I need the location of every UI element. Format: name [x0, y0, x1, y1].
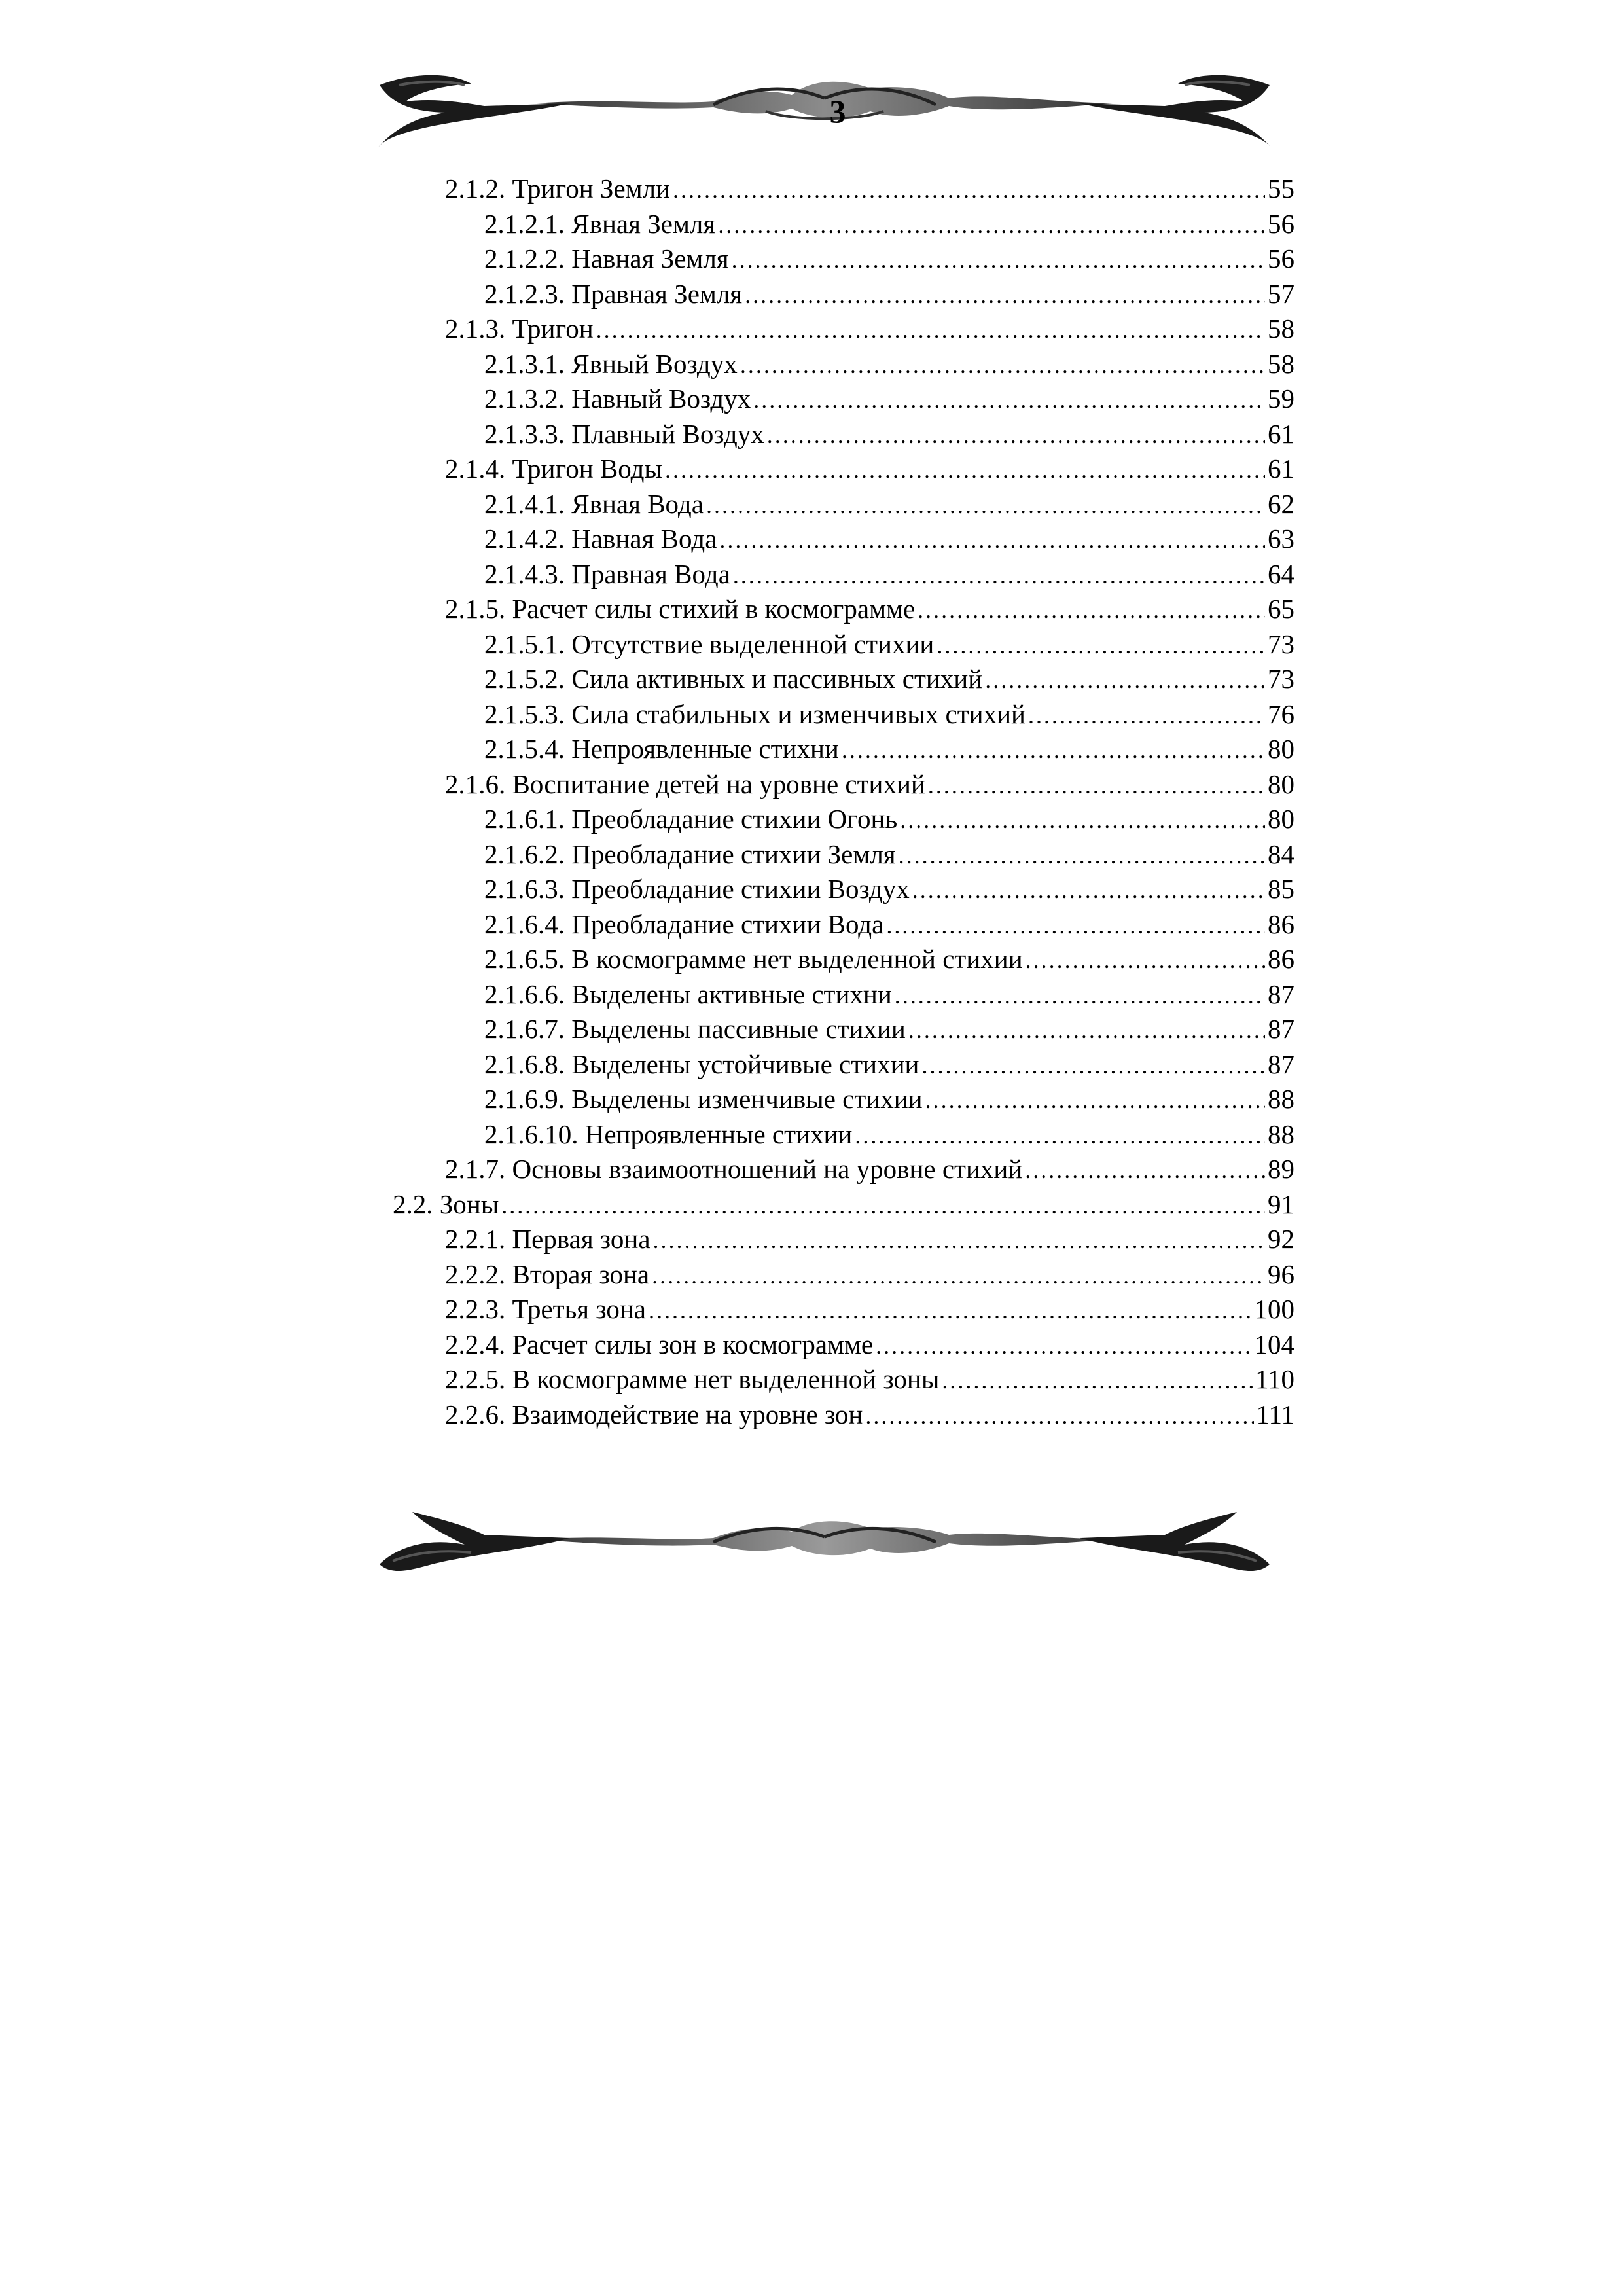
- toc-entry: [393, 382, 1294, 417]
- toc-entry-title: 2.2.2. Вторая зона: [445, 1259, 650, 1289]
- toc-entry-title: 2.1.6.3. Преобладание стихии Воздух: [484, 874, 910, 904]
- toc-entry: [393, 627, 1294, 662]
- toc-dot-leader: [936, 628, 1265, 663]
- toc-entry: [393, 1012, 1294, 1047]
- toc-entry-page: 73: [1268, 664, 1294, 694]
- toc-entry-page: 111: [1256, 1399, 1294, 1429]
- toc-entry-title: 2.1.6.2. Преобладание стихии Земля: [484, 838, 896, 869]
- toc-dot-leader: [753, 383, 1265, 418]
- toc-entry: [393, 1152, 1294, 1187]
- toc-entry-page: 64: [1268, 558, 1294, 589]
- toc-entry-title: 2.2.1. Первая зона: [445, 1224, 651, 1254]
- toc-entry-page: 58: [1268, 348, 1294, 379]
- toc-entry-page: 96: [1268, 1259, 1294, 1289]
- toc-dot-leader: [925, 1083, 1265, 1118]
- table-of-contents: [393, 171, 1294, 1432]
- toc-entry-title: 2.1.6.7. Выделены пассивные стихии: [484, 1014, 906, 1044]
- toc-entry-title: 2.1.6.4. Преобладание стихии Вода: [484, 908, 884, 939]
- toc-entry: [393, 802, 1294, 837]
- toc-entry-title: 2.1.6. Воспитание детей на уровне стихий: [445, 768, 925, 799]
- toc-entry-title: 2.1.3.1. Явный Воздух: [484, 348, 738, 379]
- toc-entry-page: 88: [1268, 1119, 1294, 1149]
- toc-dot-leader: [1028, 698, 1265, 733]
- toc-dot-leader: [842, 733, 1265, 768]
- toc-entry: [393, 207, 1294, 242]
- toc-entry-page: 91: [1268, 1189, 1294, 1219]
- toc-entry: [393, 872, 1294, 907]
- toc-entry-title: 2.1.4. Тригон Воды: [445, 454, 662, 484]
- toc-dot-leader: [876, 1329, 1251, 1363]
- toc-dot-leader: [767, 418, 1265, 453]
- toc-entry-page: 56: [1268, 208, 1294, 239]
- toc-entry-title: 2.1.5.4. Непроявленные стихни: [484, 734, 839, 764]
- toc-dot-leader: [652, 1259, 1265, 1293]
- toc-dot-leader: [886, 908, 1265, 943]
- toc-dot-leader: [912, 873, 1265, 908]
- toc-entry-page: 87: [1268, 1014, 1294, 1044]
- toc-entry: [393, 452, 1294, 487]
- toc-entry: [393, 557, 1294, 592]
- toc-entry-page: 104: [1254, 1329, 1294, 1359]
- toc-entry-page: 55: [1268, 173, 1294, 204]
- toc-dot-leader: [921, 1049, 1265, 1083]
- toc-entry-page: 80: [1268, 804, 1294, 834]
- toc-entry-title: 2.2.4. Расчет силы зон в космограмме: [445, 1329, 874, 1359]
- toc-entry-page: 80: [1268, 768, 1294, 799]
- toc-entry-title: 2.1.7. Основы взаимоотношений на уровне стихий: [445, 1154, 1023, 1184]
- toc-entry-page: 87: [1268, 978, 1294, 1009]
- toc-entry: [393, 697, 1294, 732]
- toc-dot-leader: [673, 173, 1265, 207]
- toc-entry-page: 85: [1268, 874, 1294, 904]
- toc-dot-leader: [706, 488, 1265, 523]
- toc-entry-page: 61: [1268, 418, 1294, 449]
- toc-entry-title: 2.1.4.3. Правная Вода: [484, 558, 730, 589]
- toc-entry-title: 2.1.3. Тригон: [445, 314, 594, 344]
- toc-entry: [393, 171, 1294, 207]
- toc-entry-title: 2.1.2.3. Правная Земля: [484, 278, 743, 309]
- toc-entry: [393, 942, 1294, 977]
- toc-dot-leader: [1025, 1153, 1265, 1188]
- toc-entry-title: 2.1.5.3. Сила стабильных и изменчивых стихий: [484, 698, 1026, 729]
- toc-entry-page: 87: [1268, 1049, 1294, 1079]
- toc-dot-leader: [501, 1189, 1265, 1223]
- toc-dot-leader: [732, 243, 1265, 278]
- toc-entry: [393, 592, 1294, 627]
- toc-entry-title: 2.2.5. В космограмме нет выделенной зоны: [445, 1364, 940, 1394]
- toc-dot-leader: [653, 1223, 1265, 1258]
- toc-entry: [393, 1292, 1294, 1327]
- toc-entry-title: 2.1.2.1. Явная Земля: [484, 208, 716, 239]
- toc-entry-title: 2.2.6. Взаимодействие на уровне зон: [445, 1399, 863, 1429]
- toc-dot-leader: [928, 768, 1265, 803]
- toc-dot-leader: [985, 663, 1265, 698]
- toc-entry: [393, 1082, 1294, 1117]
- toc-dot-leader: [1026, 943, 1265, 978]
- toc-entry-page: 86: [1268, 908, 1294, 939]
- toc-entry-title: 2.1.6.6. Выделены активные стихни: [484, 978, 892, 1009]
- toc-dot-leader: [900, 803, 1265, 838]
- toc-entry-page: 76: [1268, 698, 1294, 729]
- toc-entry-title: 2.1.6.9. Выделены изменчивые стихии: [484, 1084, 923, 1114]
- toc-entry: [393, 1117, 1294, 1153]
- toc-entry-page: 57: [1268, 278, 1294, 309]
- toc-entry-page: 56: [1268, 243, 1294, 274]
- toc-entry-page: 100: [1254, 1294, 1294, 1324]
- toc-entry: [393, 767, 1294, 802]
- toc-entry: [393, 1222, 1294, 1257]
- toc-entry-title: 2.2. Зоны: [393, 1189, 499, 1219]
- toc-dot-leader: [718, 208, 1265, 243]
- toc-dot-leader: [918, 593, 1265, 628]
- toc-entry-page: 62: [1268, 488, 1294, 519]
- toc-dot-leader: [649, 1293, 1252, 1328]
- toc-dot-leader: [740, 348, 1265, 383]
- toc-entry-page: 88: [1268, 1084, 1294, 1114]
- toc-entry: [393, 347, 1294, 382]
- toc-entry-title: 2.1.6.10. Непроявленные стихии: [484, 1119, 853, 1149]
- toc-entry-title: 2.1.4.2. Навная Вода: [484, 524, 717, 554]
- page-number: 3: [829, 93, 846, 130]
- toc-entry-title: 2.1.4.1. Явная Вода: [484, 488, 704, 519]
- toc-entry-page: 89: [1268, 1154, 1294, 1184]
- toc-entry-title: 2.1.6.1. Преобладание стихии Огонь: [484, 804, 898, 834]
- toc-entry-title: 2.2.3. Третья зона: [445, 1294, 646, 1324]
- bottom-ornament: [373, 1499, 1276, 1584]
- toc-dot-leader: [942, 1363, 1253, 1398]
- toc-dot-leader: [895, 978, 1265, 1013]
- toc-entry-title: 2.1.6.8. Выделены устойчивые стихии: [484, 1049, 919, 1079]
- toc-dot-leader: [596, 313, 1265, 348]
- toc-entry-page: 84: [1268, 838, 1294, 869]
- toc-entry-page: 110: [1255, 1364, 1294, 1394]
- ornament-scroll-icon: [373, 1499, 1276, 1584]
- toc-dot-leader: [855, 1119, 1265, 1153]
- toc-entry-page: 65: [1268, 594, 1294, 624]
- toc-entry-title: 2.1.2.2. Навная Земля: [484, 243, 729, 274]
- toc-entry: [393, 522, 1294, 557]
- toc-entry: [393, 1397, 1294, 1433]
- toc-entry-page: 59: [1268, 384, 1294, 414]
- toc-entry: [393, 1362, 1294, 1397]
- toc-entry-page: 92: [1268, 1224, 1294, 1254]
- toc-entry-page: 58: [1268, 314, 1294, 344]
- toc-entry-page: 61: [1268, 454, 1294, 484]
- toc-entry-title: 2.1.2. Тригон Земли: [445, 173, 670, 204]
- toc-entry-page: 80: [1268, 734, 1294, 764]
- toc-dot-leader: [745, 278, 1265, 313]
- toc-entry-title: 2.1.5. Расчет силы стихий в космограмме: [445, 594, 916, 624]
- toc-entry: [393, 837, 1294, 872]
- toc-entry-title: 2.1.6.5. В космограмме нет выделенной стихии: [484, 944, 1023, 974]
- toc-entry-title: 2.1.3.3. Плавный Воздух: [484, 418, 764, 449]
- toc-entry: [393, 1327, 1294, 1363]
- toc-dot-leader: [865, 1399, 1253, 1433]
- toc-entry: [393, 732, 1294, 767]
- toc-entry: [393, 312, 1294, 347]
- toc-dot-leader: [665, 453, 1265, 488]
- toc-entry: [393, 242, 1294, 277]
- toc-dot-leader: [733, 558, 1265, 593]
- toc-entry-title: 2.1.5.1. Отсутствие выделенной стихии: [484, 628, 935, 659]
- toc-entry: [393, 417, 1294, 452]
- toc-entry-title: 2.1.5.2. Сила активных и пассивных стихий: [484, 664, 983, 694]
- toc-entry: [393, 277, 1294, 312]
- toc-entry: [393, 977, 1294, 1013]
- toc-entry-page: 73: [1268, 628, 1294, 659]
- toc-entry: [393, 1187, 1294, 1223]
- toc-entry-title: 2.1.3.2. Навный Воздух: [484, 384, 751, 414]
- toc-entry: [393, 1047, 1294, 1083]
- toc-entry: [393, 1257, 1294, 1293]
- toc-dot-leader: [908, 1013, 1265, 1048]
- toc-dot-leader: [719, 523, 1265, 558]
- toc-entry: [393, 662, 1294, 697]
- toc-dot-leader: [899, 838, 1265, 873]
- toc-entry-page: 86: [1268, 944, 1294, 974]
- toc-entry: [393, 487, 1294, 522]
- toc-entry-page: 63: [1268, 524, 1294, 554]
- toc-entry: [393, 907, 1294, 942]
